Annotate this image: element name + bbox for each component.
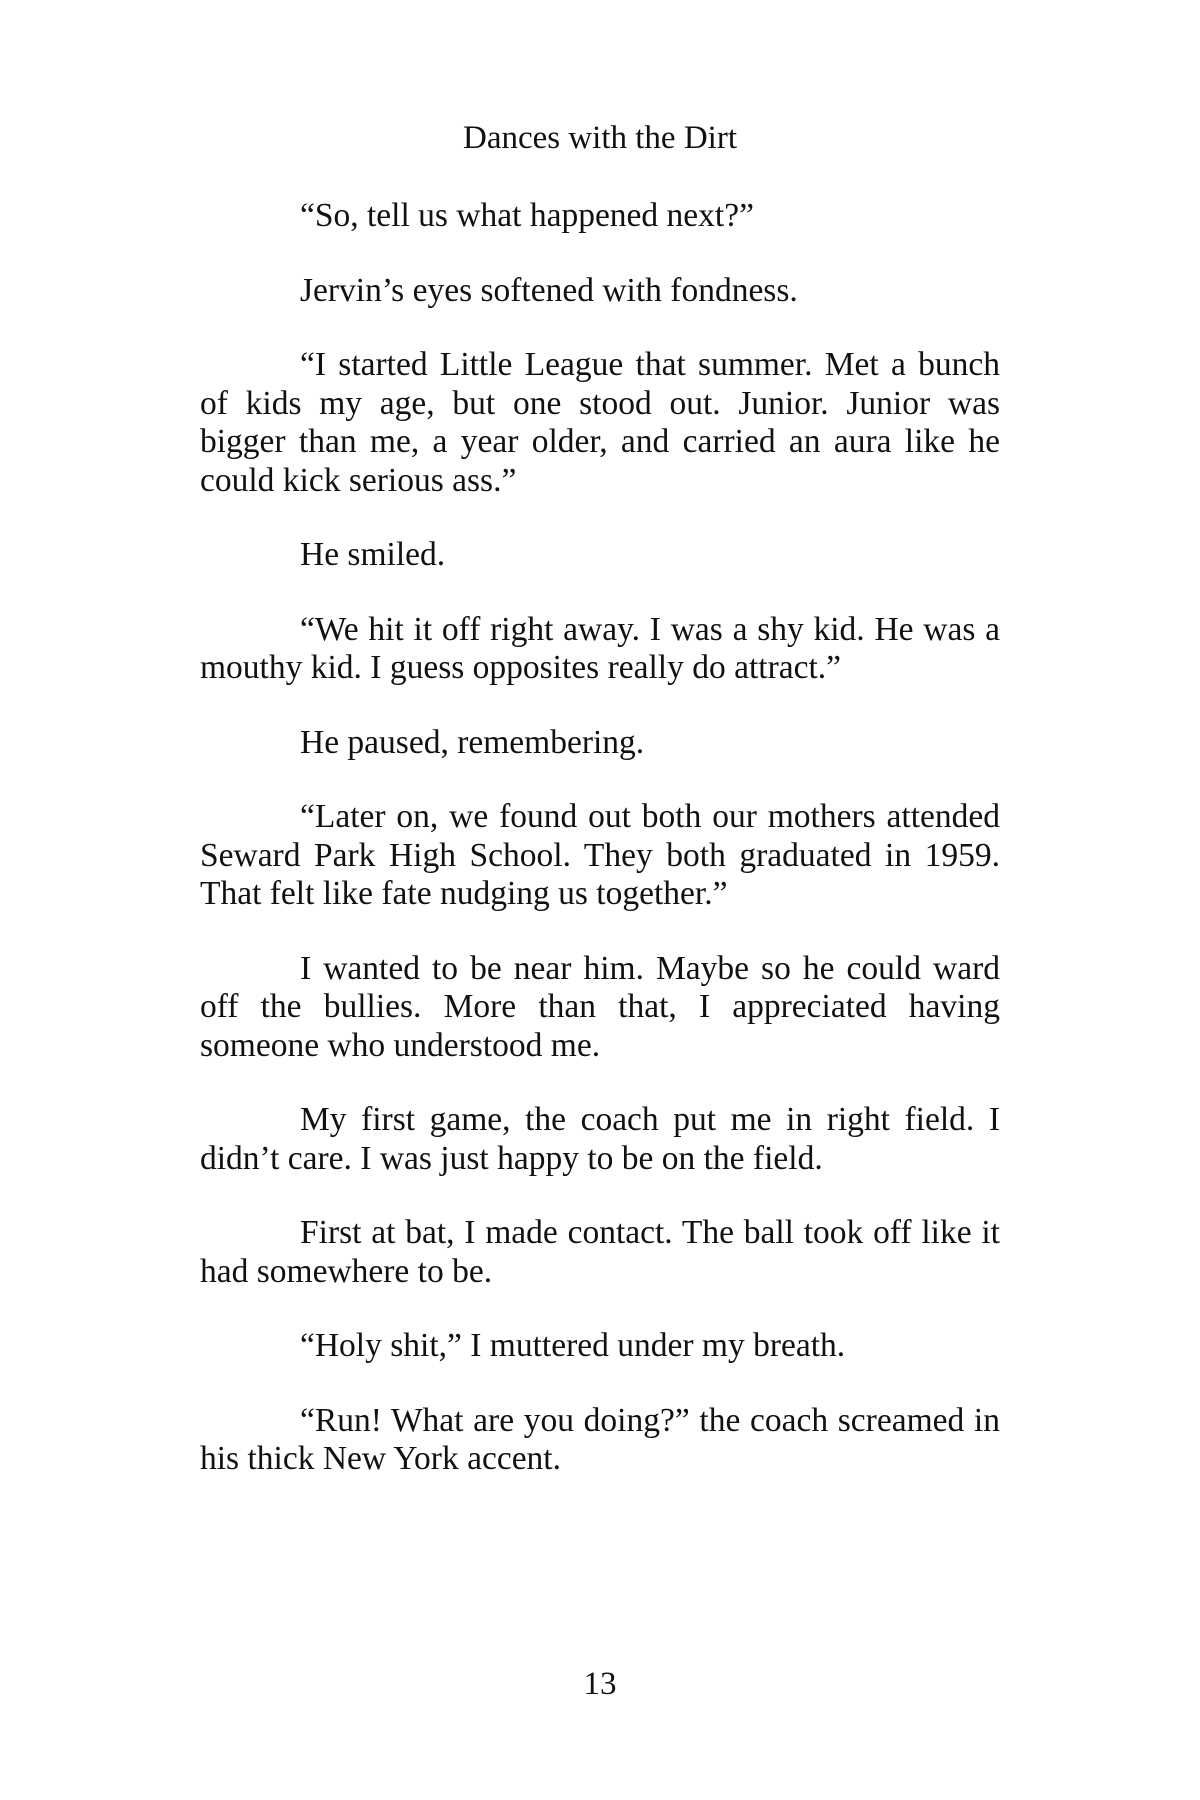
paragraph: He paused, remembering.	[300, 723, 645, 761]
paragraph: “Later on, we found out both our mothers attended Seward Park High School. They both graduated in 1959. That felt like fate nudging us together.”	[200, 798, 1000, 912]
paragraph: “I started Little League that summer. Met a bunch of kids my age, but one stood out. Junior. Junior was bigger than me, a year older, and carried an aura like he could kick serious ass.”	[200, 346, 1000, 499]
page-number: 13	[583, 1666, 617, 1702]
paragraph: My first game, the coach put me in right field. I didn’t care. I was just happy to be on the field.	[200, 1101, 1000, 1177]
paragraph: “So, tell us what happened next?”	[300, 197, 754, 234]
body-text	[200, 197, 1000, 1515]
paragraph: “We hit it off right away. I was a shy kid. He was a mouthy kid. I guess opposites really do attract.”	[200, 610, 1000, 686]
paragraph: Jervin’s eyes softened with fondness.	[300, 271, 798, 309]
paragraph: “Holy shit,” I muttered under my breath.	[300, 1327, 846, 1364]
paragraph: I wanted to be near him. Maybe so he could ward off the bullies. More than that, I appreciated having someone who understood me.	[200, 949, 1000, 1064]
running-head-title: Dances with the Dirt	[462, 120, 737, 156]
paragraph: He smiled.	[300, 536, 446, 573]
paragraph: First at bat, I made contact. The ball took off like it had somewhere to be.	[200, 1214, 1000, 1290]
paragraph: “Run! What are you doing?” the coach screamed in his thick New York accent.	[200, 1401, 1000, 1477]
